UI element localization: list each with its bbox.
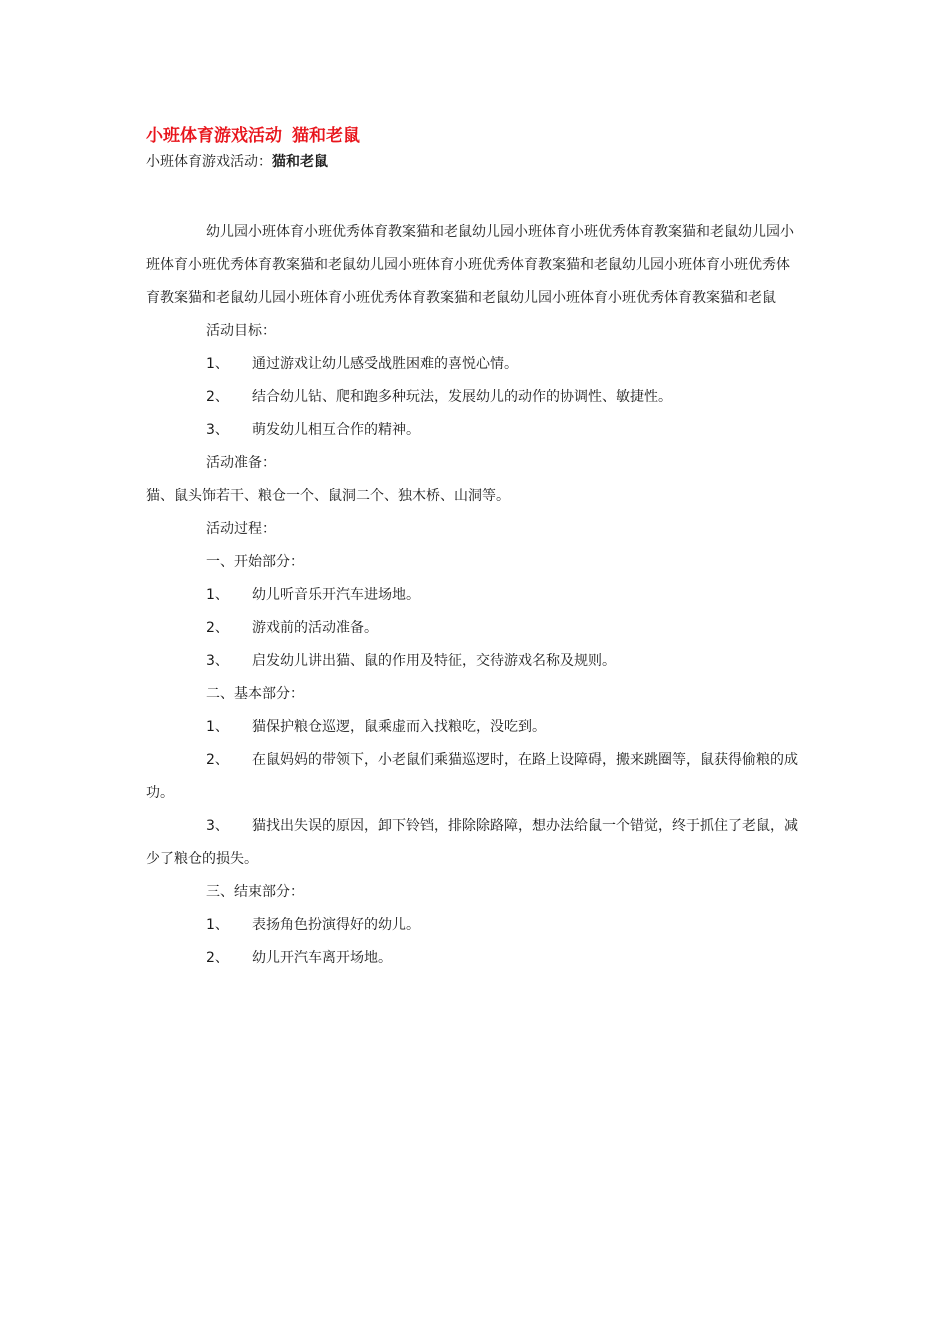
item-number: 2、 [206, 620, 229, 636]
list-item [146, 711, 802, 744]
list-item [146, 348, 802, 381]
subtitle-bold: 猫和老鼠 [272, 154, 328, 170]
part3-heading: 三、结束部分： [206, 884, 304, 900]
subtitle-prefix: 小班体育游戏活动： [146, 154, 272, 170]
item-number: 2、 [206, 389, 229, 405]
item-text: 幼儿开汽车离开场地。 [252, 950, 392, 966]
part2-heading: 二、基本部分： [206, 686, 304, 702]
item-number: 3、 [206, 818, 229, 834]
goals-heading: 活动目标： [206, 323, 276, 339]
item-number: 1、 [206, 356, 229, 372]
prep-heading: 活动准备： [206, 455, 276, 471]
list-item [146, 810, 802, 876]
item-text: 结合幼儿钻、爬和跑多种玩法，发展幼儿的动作的协调性、敏捷性。 [252, 389, 672, 405]
item-number: 3、 [206, 422, 229, 438]
document-subtitle [146, 150, 802, 174]
item-text: 启发幼儿讲出猫、鼠的作用及特征，交待游戏名称及规则。 [252, 653, 616, 669]
item-number: 1、 [206, 587, 229, 603]
item-text: 在鼠妈妈的带领下，小老鼠们乘猫巡逻时，在路上设障碍，搬来跳圈等，鼠获得偷粮的成功。 [146, 752, 798, 801]
list-item [146, 645, 802, 678]
item-text: 猫保护粮仓巡逻，鼠乘虚而入找粮吃，没吃到。 [252, 719, 546, 735]
title-part2: 猫和老鼠 [292, 126, 360, 146]
list-item [146, 381, 802, 414]
item-number: 2、 [206, 752, 229, 768]
item-number: 2、 [206, 950, 229, 966]
intro-paragraph: 幼儿园小班体育小班优秀体育教案猫和老鼠幼儿园小班体育小班优秀体育教案猫和老鼠幼儿园小班体育小班优秀体育教案猫和老鼠幼儿园小班体育小班优秀体育教案猫和老鼠幼儿园小班体育小班优秀体育教案猫和老鼠幼儿园小班体育小班优秀体育教案猫和老鼠幼儿园小班体育小班优秀体育教案猫和老鼠 [146, 224, 794, 306]
list-item [146, 909, 802, 942]
item-text: 猫找出失误的原因，卸下铃铛，排除除路障，想办法给鼠一个错觉，终于抓住了老鼠，减少了粮仓的损失。 [146, 818, 798, 867]
list-item [146, 942, 802, 975]
item-text: 萌发幼儿相互合作的精神。 [252, 422, 420, 438]
list-item [146, 414, 802, 447]
list-item [146, 579, 802, 612]
list-item [146, 744, 802, 810]
part1-heading: 一、开始部分： [206, 554, 304, 570]
item-number: 1、 [206, 917, 229, 933]
item-text: 游戏前的活动准备。 [252, 620, 378, 636]
item-number: 1、 [206, 719, 229, 735]
item-text: 幼儿听音乐开汽车进场地。 [252, 587, 420, 603]
item-text: 通过游戏让幼儿感受战胜困难的喜悦心情。 [252, 356, 518, 372]
document-title [146, 122, 802, 150]
title-part1: 小班体育游戏活动 [146, 126, 282, 146]
item-text: 表扬角色扮演得好的幼儿。 [252, 917, 420, 933]
prep-text: 猫、鼠头饰若干、粮仓一个、鼠洞二个、独木桥、山洞等。 [146, 488, 510, 504]
document-content [146, 122, 802, 975]
item-number: 3、 [206, 653, 229, 669]
list-item [146, 612, 802, 645]
process-heading: 活动过程： [206, 521, 276, 537]
